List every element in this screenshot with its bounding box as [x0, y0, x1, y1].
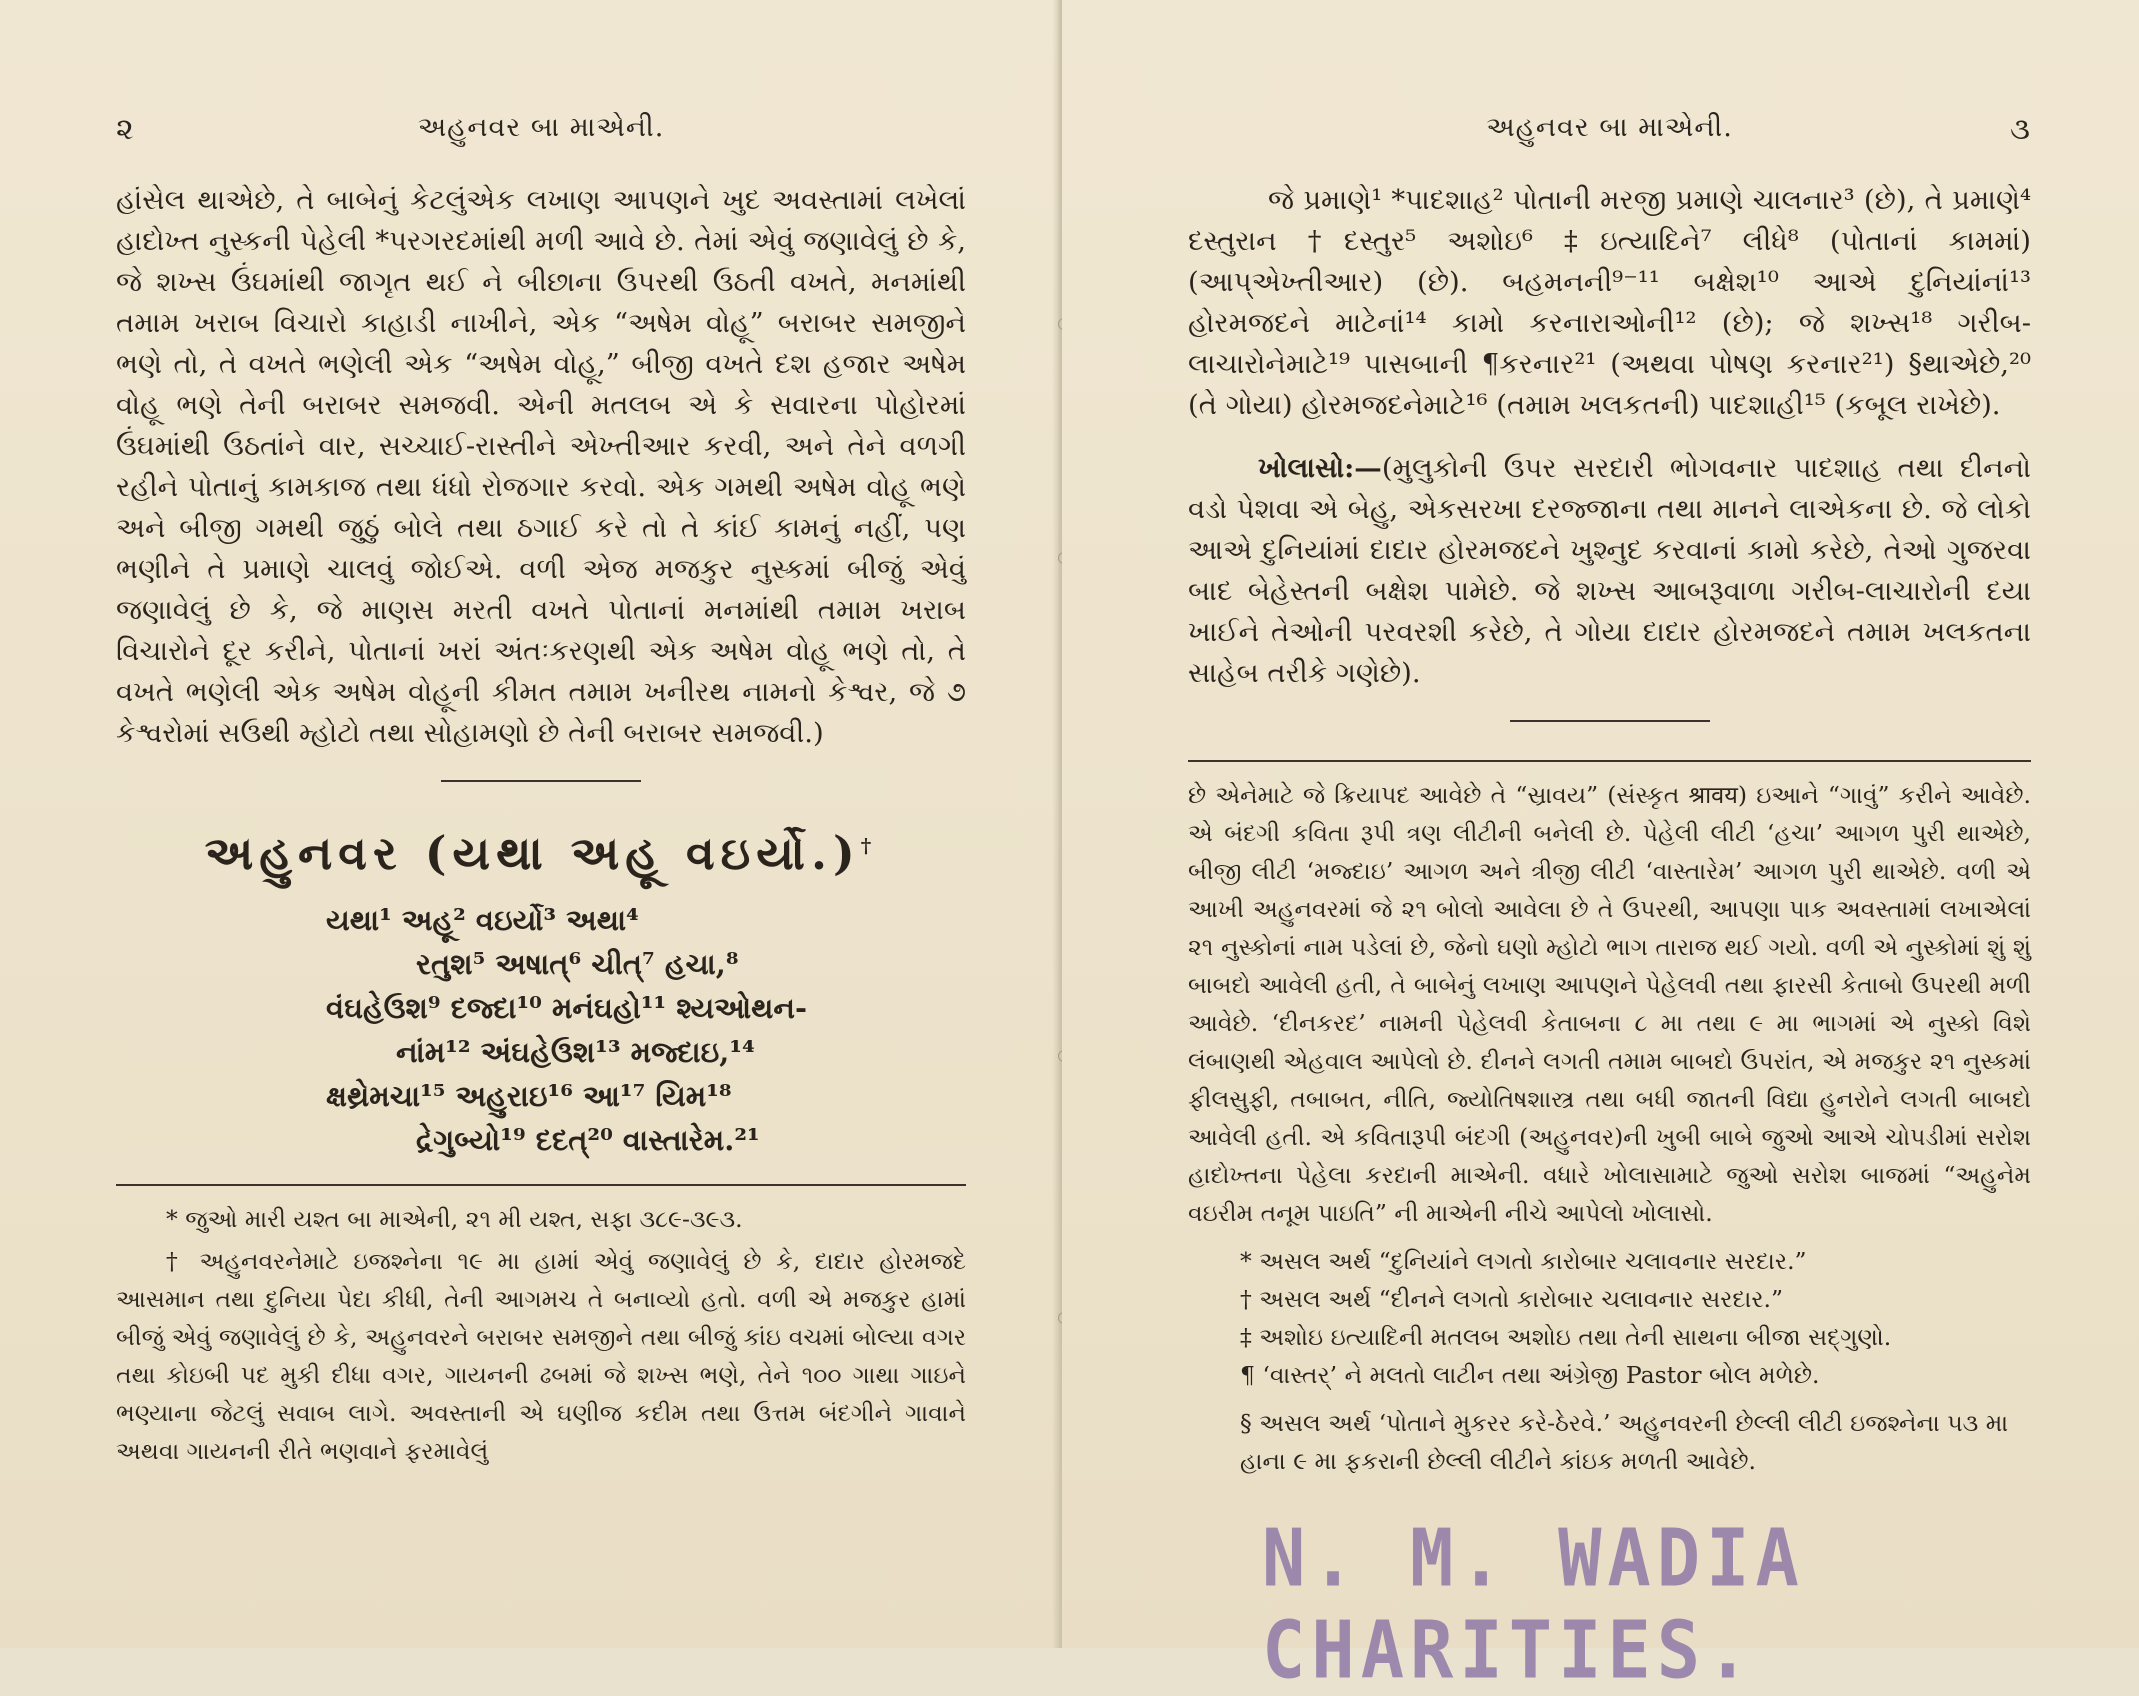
right-body	[1188, 180, 2031, 694]
page-number-left: ૨	[116, 112, 135, 147]
section-divider-left	[441, 780, 641, 782]
hymn-title	[116, 826, 966, 882]
footnote-rule-left	[116, 1184, 966, 1186]
verse-line: રતુશ⁵ અષાત્⁶ ચીત્⁷ હચા,⁸	[416, 947, 739, 981]
explanation-text: (મુલુકોની ઉપર સરદારી ભોગવનાર પાદશાહ તથા દીનનો વડો પેશવા એ બેહુ, એકસરખા દરજ્જાના તથા માનને લાએકના છે. જે લોકો આએ દુનિયાંમાં દાદાર હોરમજદને ખુશ્નુદ કરવાનાં કામો કરેછે, તેઓ ગુજરવા બાદ બેહેસ્તની બક્ષેશ પામેછે. જે શખ્સ આબરૂવાળા ગરીબ-લાચારોની દયા ખાઈને તેઓની પરવરશી કરેછે, તે ગોયા દાદાર હોરમજદને તમામ ખલકતના સાહેબ તરીકે ગણેછે).	[1188, 452, 2031, 689]
left-body	[116, 180, 966, 754]
footnote: † અહુનવરનેમાટે ઇજશ્નેના ૧૯ મા હામાં એવું જણાવેલું છે કે, દાદાર હોરમજદે આસમાન તથા દુનિયા પેદા કીધી, તેની આગમચ તે બનાવ્યો હતો. વળી એ મજકુર હામાં બીજું એવું જણાવેલું છે કે, અહુનવરને બરાબર સમજીને તથા બીજું કાંઇ વચમાં બોલ્યા વગર તથા કોઇબી પદ મુકી દીધા વગર, ગાયનની ઢબમાં જે શખ્સ ભણે, તેને ૧૦૦ ગાથા ગાઇને ભણ્યાના જેટલું સવાબ લાગે. અવસ્તાની એ ઘણીજ કદીમ તથા ઉત્તમ બંદગીને ગાવાને અથવા ગાયનની રીતે ભણવાને ફરમાવેલું	[116, 1247, 966, 1465]
footnotes-right	[1188, 776, 2031, 1232]
section-divider-right	[1510, 720, 1710, 722]
verse-line: દ્રેગુબ્યો¹⁹ દદત્²⁰ વાસ્તારેમ.²¹	[416, 1123, 760, 1157]
left-page	[0, 0, 1058, 1648]
running-head-right	[1188, 112, 2031, 156]
left-body-paragraph: હાંસેલ થાએછે, તે બાબેનું કેટલુંએક લખાણ આપણને ખુદ અવસ્તામાં લખેલાં હાદોખ્ત નુસ્કની પેહેલી *પરગરદમાંથી મળી આવે છે. તેમાં એવું જણાવેલું છે કે, જે શખ્સ ઉંઘમાંથી જાગૃત થઈ ને બીછાના ઉપરથી ઉઠતી વખતે, મનમાંથી તમામ ખરાબ વિચારો કાહાડી નાખીને, એક “અષેમ વોહૂ” બરાબર સમજીને ભણે તો, તે વખતે ભણેલી એક “અષેમ વોહૂ,” બીજી વખતે દશ હજાર અષેમ વોહૂ ભણે તેની બરાબર સમજવી. એની મતલબ એ કે સવારના પોહોરમાં ઉંઘમાંથી ઉઠતાંને વાર, સચ્ચાઈ-રાસ્તીને એખ્તીઆર કરવી, અને તેને વળગી રહીને પોતાનું કામકાજ તથા ધંધો રોજગાર કરવો. એક ગમથી અષેમ વોહૂ ભણે અને બીજી ગમથી જુઠું બોલે તથા ઠગાઈ કરે તો તે કાંઈ કામનું નહીં, પણ ભણીને તે પ્રમાણે ચાલવું જોઈએ. વળી એજ મજકુર નુસ્કમાં બીજું એવું જણાવેલું છે કે, જે માણસ મરતી વખતે પોતાનાં મનમાંથી તમામ ખરાબ વિચારોને દૂર કરીને, પોતાનાં ખરાં અંતઃકરણથી એક અષેમ વોહૂ ભણે તો, તે વખતે ભણેલી એક અષેમ વોહૂની કીમત તમામ ખનીરથ નામનો કેશ્વર, જે ૭ કેશ્વરોમાં સઉથી મ્હોટો તથા સોહામણો છે તેની બરાબર સમજવી.)	[116, 184, 966, 749]
footnote: ‡ અશોઇ ઇત્યાદિની મતલબ અશોઇ તથા તેની સાથના બીજા સદ્‌ગુણો.	[1240, 1323, 1892, 1351]
running-head-left	[116, 112, 966, 156]
footnote-rule-right	[1188, 760, 2031, 762]
verse-line: વંઘહેઉશ⁹ દજ્દા¹⁰ મનંઘહો¹¹ શ્યઓથન-	[326, 991, 807, 1025]
explanation-paragraph	[1188, 448, 2031, 694]
footnote-continuation: છે એનેમાટે જે ક્રિયાપદ આવેછે તે “સ્રાવય” (સંસ્કૃત श्रावय) ઇઆને “ગાવું” કરીને આવેછે. એ બંદગી કવિતા રૂપી ત્રણ લીટીની બનેલી છે. પેહેલી લીટી ‘હચા’ આગળ પુરી થાએછે, બીજી લીટી ‘મજ્દાઇ’ આગળ અને ત્રીજી લીટી ‘વાસ્તારેમ’ આગળ પુરી થાએછે. વળી એ આખી અહુનવરમાં જે ૨૧ બોલો આવેલા છે તે ઉપરથી, આપણા પાક અવસ્તામાં લખાએલાં ૨૧ નુસ્કોનાં નામ પડેલાં છે, જેનો ઘણો મ્હોટો ભાગ તારાજ થઈ ગયો. વળી એ નુસ્કોમાં શું શું બાબદો આવેલી હતી, તે બાબેનું લખાણ આપણને પેહેલવી તથા ફારસી કેતાબો ઉપરથી મળી આવેછે. ‘દીનકરદ’ નામની પેહેલવી કેતાબના ૮ મા તથા ૯ મા ભાગમાં એ નુસ્કો વિશે લંબાણથી એહવાલ આપેલો છે. દીનને લગતી તમામ બાબદો ઉપરાંત, એ મજકુર ૨૧ નુસ્કમાં ફીલસુફી, તબાબત, નીતિ, જ્યોતિષશાસ્ત્ર તથા બધી જાતની વિદ્યા હુનરોને લગતી બાબદો આવેલી હતી. એ કવિતારૂપી બંદગી (અહુનવર)ની ખુબી બાબે જુઓ આએ ચોપડીમાં સરોશ હાદોખ્તના પેહેલા કરદાની માએની. વધારે ખોલાસામાટે જુઓ સરોશ બાજમાં “અહુનેમ વઇરીમ તનૂમ પાઇતિ” ની માએની નીચે આપેલો ખોલાસો.	[1188, 781, 2031, 1227]
footnote: * અસલ અર્થ “દુનિયાંને લગતો કારોબાર ચલાવનાર સરદાર.”	[1240, 1247, 1807, 1275]
footnote-section-mark: § અસલ અર્થ ‘પોતાને મુકરર કરે-ઠેરવે.’ અહુનવરની છેલ્લી લીટી ઇજશ્નેના ૫૩ મા હાના ૯ મા ફકરાની છેલ્લી લીટીને કાંઇક મળતી આવેછે.	[1240, 1409, 2009, 1475]
hymn-title-text: અહુનવર (યથા અહૂ વઇર્યો.)	[204, 826, 861, 880]
footnote-list-right	[1188, 1242, 2031, 1394]
hymn-title-footnote-mark: †	[860, 833, 878, 858]
footnote: * જુઓ મારી યશ્ત બા માએની, ૨૧ મી યશ્ત, સફા ૩૮૯-૩૯૩.	[166, 1205, 743, 1233]
hymn-verse	[116, 898, 966, 1162]
running-head-title-right: અહુનવર બા માએની.	[1486, 112, 1733, 143]
footnote: ¶ ‘વાસ્તર્’ ને મલતો લાટીન તથા અંગ્રેજી Pastor બોલ મળેછે.	[1240, 1361, 1820, 1389]
running-head-title-left: અહુનવર બા માએની.	[417, 112, 665, 143]
page-number-right: ૩	[2010, 112, 2031, 147]
library-stamp: N. M. WADIA CHARITIES.	[1262, 1511, 1805, 1696]
verse-line: યથા¹ અહૂ² વઇર્યો³ અથા⁴	[326, 903, 639, 937]
verse-line: ક્ષથ્રેમચા¹⁵ અહુરાઇ¹⁶ આ¹⁷ યિમ¹⁸	[326, 1079, 732, 1113]
footnote: † અસલ અર્થ “દીનને લગતો કારોબાર ચલાવનાર સરદાર.”	[1240, 1285, 1783, 1313]
footnotes-left	[116, 1200, 966, 1470]
verse-line: નાંમ¹² અંઘહેઉશ¹³ મજ્દાઇ,¹⁴	[396, 1035, 755, 1069]
translation-paragraph: જે પ્રમાણે¹ *પાદશાહ² પોતાની મરજી પ્રમાણે ચાલનાર³ (છે), તે પ્રમાણે⁴ દસ્તુરાન †દસ્તુર⁵ અશોઇ⁶ ‡ઇત્યાદિને⁷ લીધે⁸ (પોતાનાં કામમાં) (આપ્એખ્તીઆર) (છે). બહમનની⁹⁻¹¹ બક્ષેશ¹⁰ આએ દુનિયાંનાં¹³ હોરમજદને માટેનાં¹⁴ કામો કરનારાઓની¹² (છે); જે શખ્સ¹⁸ ગરીબ-લાચારોનેમાટે¹⁹ પાસબાની ¶કરનાર²¹ (અથવા પોષણ કરનાર²¹) §થાએછે,²⁰ (તે ગોયા) હોરમજદનેમાટે¹⁶ (તમામ ખલકતની) પાદશાહી¹⁵ (કબૂલ રાખેછે).	[1188, 184, 2031, 421]
right-page	[1062, 0, 2139, 1648]
explanation-label: ખોલાસો:—	[1258, 452, 1382, 484]
